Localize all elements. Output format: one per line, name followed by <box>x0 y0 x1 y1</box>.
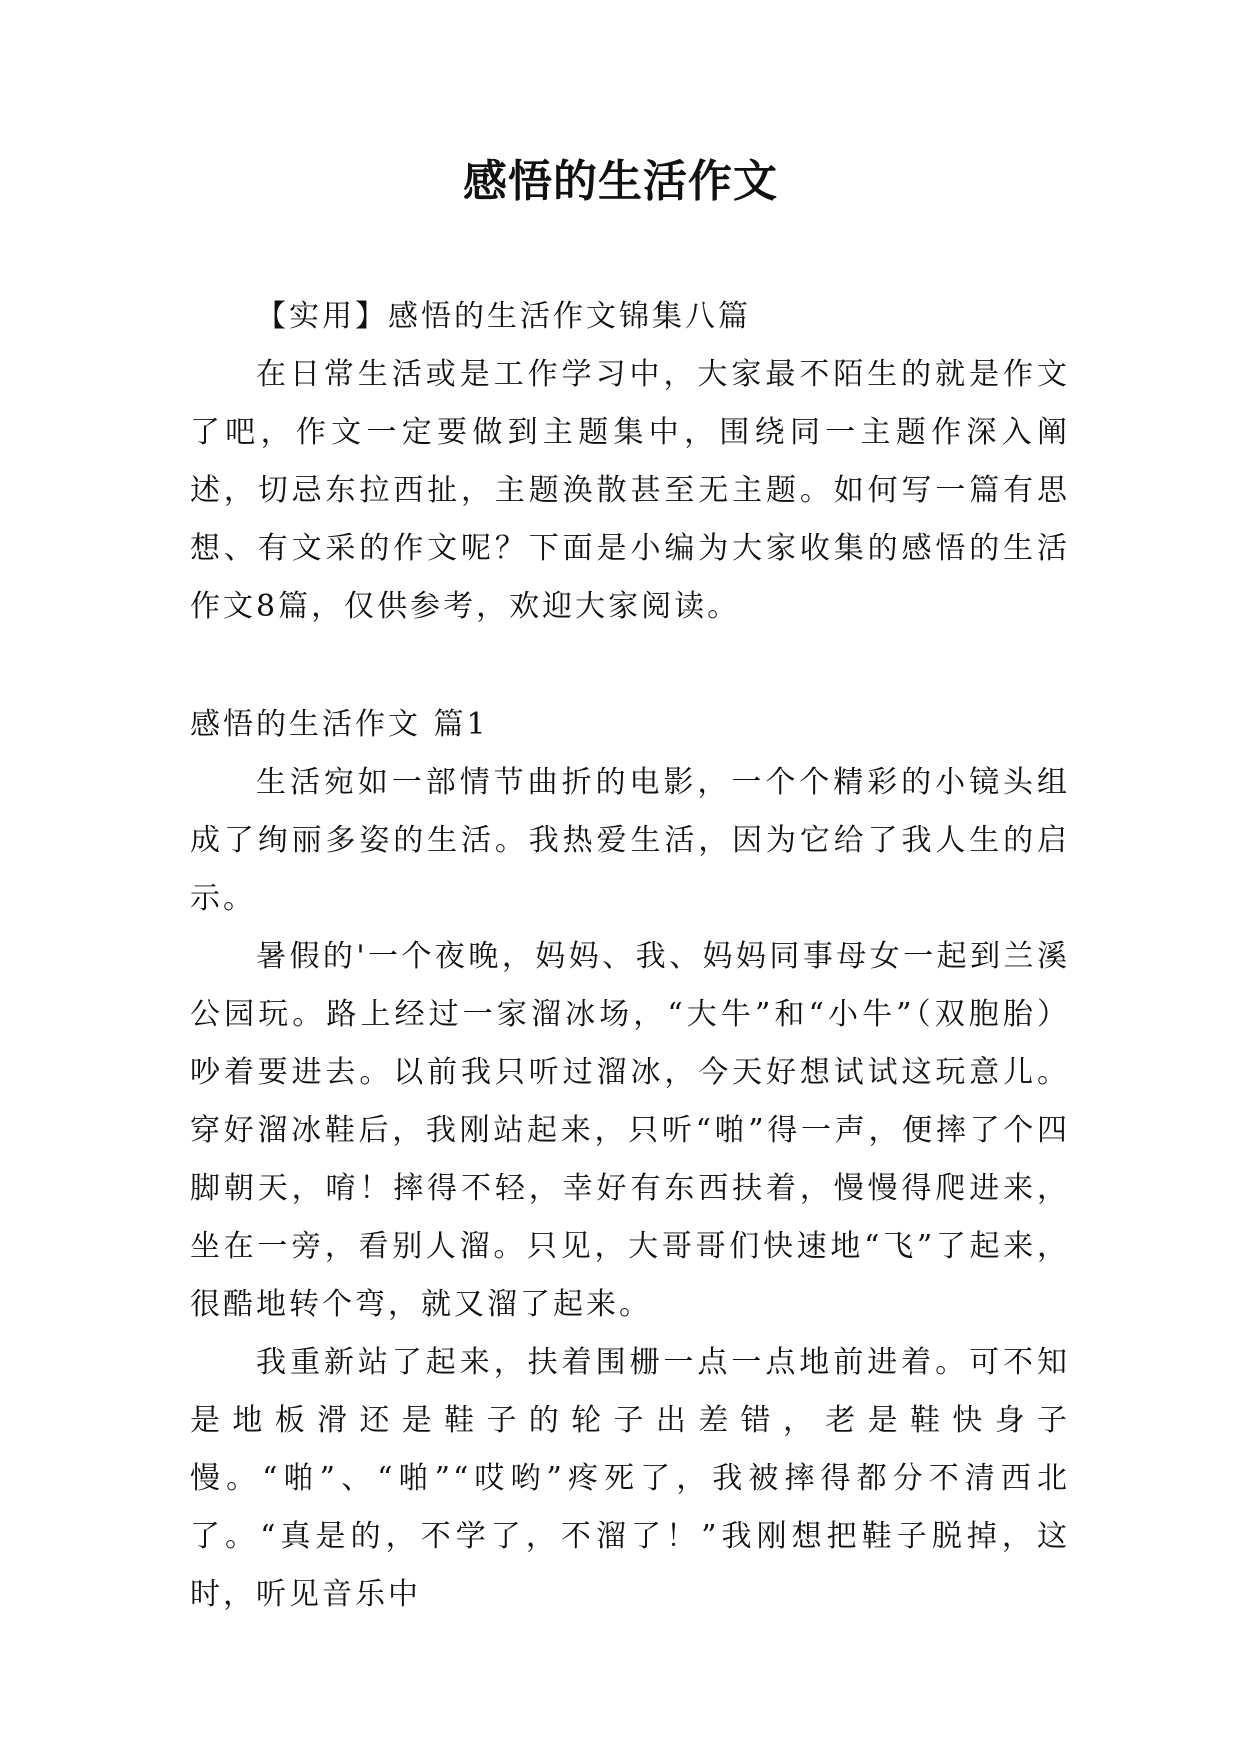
essay-paragraph: 生活宛如一部情节曲折的电影，一个个精彩的小镜头组成了绚丽多姿的生活。我热爱生活，因为它给了我人生的启示。 <box>190 765 1070 916</box>
document-title: 感悟的生活作文 <box>463 156 778 207</box>
essay-paragraph: 我重新站了起来，扶着围栅一点一点地前进着。可不知是地板滑还是鞋子的轮子出差错，老是鞋快身子慢。“啪”、“啪”“哎哟”疼死了，我被摔得都分不清西北了。“真是的，不学了，不溜了！”我刚想把鞋子脱掉，这时，听见音乐中 <box>190 1345 1070 1612</box>
section-heading: 感悟的生活作文 篇1 <box>190 707 489 742</box>
intro-section <box>190 288 1070 636</box>
essay-section-1 <box>190 696 1070 1624</box>
intro-paragraph: 在日常生活或是工作学习中，大家最不陌生的就是作文了吧，作文一定要做到主题集中，围绕同一主题作深入阐述，切忌东拉西扯，主题涣散甚至无主题。如何写一篇有思想、有文采的作文呢？下面是小编为大家收集的感悟的生活作文8篇，仅供参考，欢迎大家阅读。 <box>190 357 1070 624</box>
intro-subtitle: 【实用】感悟的生活作文锦集八篇 <box>256 299 751 334</box>
essay-paragraph: 暑假的'一个夜晚，妈妈、我、妈妈同事母女一起到兰溪公园玩。路上经过一家溜冰场，“大牛”和“小牛”（双胞胎）吵着要进去。以前我只听过溜冰，今天好想试试这玩意儿。穿好溜冰鞋后，我刚站起来，只听“啪”得一声，便摔了个四脚朝天，唷！摔得不轻，幸好有东西扶着，慢慢得爬进来，坐在一旁，看别人溜。只见，大哥哥们快速地“飞”了起来，很酷地转个弯，就又溜了起来。 <box>190 939 1070 1322</box>
